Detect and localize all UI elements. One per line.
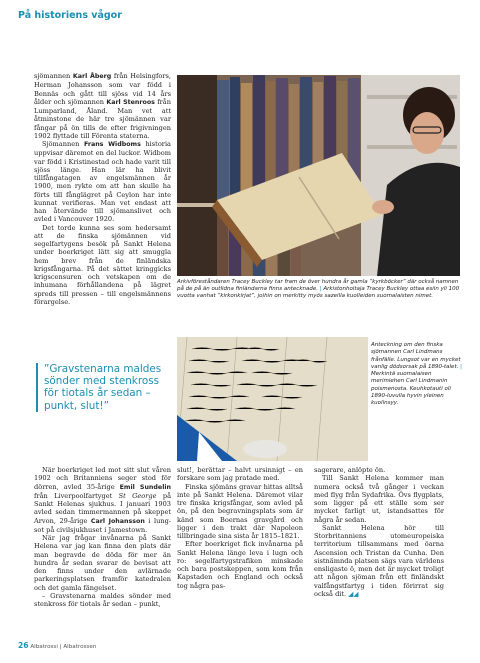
paragraph: [314, 524, 444, 598]
person-name: Karl Stenroos: [106, 98, 155, 106]
paragraph: Finska sjömäns gravar hittas alltså inte på Sankt Helena. Däremot vilar tre finska krigsfångar, som avled på ön, på den begravningsplats som är känd som Boernas gravgård och ligger i den trakt där Napoleon tillbringade sina sista år 1815–1821.: [177, 482, 303, 540]
caption-swedish: Anteckning om den finska sjömannen Carl Lindmans frånfälle. Lungsot var en mycket vanlig dödsorsak på 1890-talet.: [371, 342, 461, 370]
paragraph: Efter boerkriget fick invånarna på Sankt Helena länge leva i lugn och ro: segelfartygstrafiken minskade och bara postskeppen, som kom från Kapstaden och England och också tog några pas-: [177, 540, 303, 590]
section-title: På historiens vågor: [18, 10, 122, 21]
caption-separator: |: [460, 363, 462, 370]
column-1-top: [34, 72, 171, 306]
ledger-photo: [177, 337, 368, 461]
page-footer: [18, 641, 96, 650]
paragraph: – Gravstenarna maldes sönder med stenkross för tiotals år sedan – punkt,: [34, 591, 171, 608]
column-3: [314, 466, 444, 598]
paragraph: Det torde kunna ses som hedersamt att de finska sjömännen vid segelfartygens besök på Sankt Helena under boerkriget lätt sig att smuggla hem brev från de finländska krigsfångarna. På det sättet kringgicks krigscensuren och vetskapen om de inhumana förhållandena på lägret spreds till pressen – till engelsmännens förargelse.: [34, 223, 171, 306]
paragraph: sagerare, anlöpte ön.: [314, 466, 386, 474]
column-1-bottom: [34, 466, 171, 608]
caption-finnish: Arkistonhoitaja Tracey Buckley ottaa esiin yli 100 vuotta vanhat ”kirkonkirjat”, joihin on merkitty myös sazeilla kuolleiden suomalaisten nimet.: [177, 286, 460, 300]
photo-caption-1: [177, 279, 460, 301]
pull-quote: ”Gravstenarna maldes sönder med stenkross för tiotals år sedan – punkt, slut!”: [36, 363, 174, 412]
caption-swedish: Arkivföreståndaren Tracey Buckley tar fram de över hundra år gamla ”kyrkböcker” där också namnen på de på än outlidna finländarna finns antecknade.: [177, 279, 459, 293]
caption-separator: |: [319, 286, 322, 293]
paragraph: Sjömannen Frans Widboms historia uppvisar däremot en del luckor. Widbom var född i Kristinestad och hade varit till sjöss länge. Han lär ha blivit tillfångatagen av engelsmännen år 1900, men rykte om att han skulle ha förts till fånglägret på Ceylon har inte kunnat verifieras. Man vet endast att han återvände till sjömanslivet och avled i Vancouver 1920.: [34, 140, 171, 224]
photo-caption-2: [371, 342, 463, 408]
paragraph: sjömannen Karl Åberg från Helsingfors, Herman Johansson som var född i Bennäs och gått till sjöss vid 14 års ålder och sjömannen Karl Stenroos från Lumparland, Åland. Man vet att åtminstone de här tre sjömännen var fångar på ön tills de efter frigivningen 1902 flyttade till Förenta staterna.: [34, 72, 171, 140]
paragraph: När jag frågar invånarna på Sankt Helena var jag kan finna den plats där man begravde de döda för mer än hundra år sedan svarar de bevisat att den finns under den avlärnade parkeringsplatsen framför katedralen och det gamla fängelset.: [34, 534, 171, 592]
paragraph: Till Sankt Helena kommer man numera också två gånger i veckan med flyg från Sydafrika. Övs flygplats, som ligger på ett ställe som ser mycket farligt ut, istandsattes för några år sedan.: [314, 474, 444, 524]
ship-name: St George: [118, 491, 157, 500]
person-name: Frans Widboms: [83, 141, 141, 148]
end-mark-icon: ◢◢: [348, 589, 359, 598]
person-name: Karl Åberg: [72, 73, 112, 80]
column-2: [177, 466, 303, 590]
person-name: Carl Johansson: [90, 517, 145, 525]
paragraph: slut!, berättar – halvt ursinnigt – en forskare som jag pratade med.: [177, 466, 303, 483]
caption-finnish: Merkintä suomalaisen merimiehen Carl Lindmanin poismenosta. Keuhkotauti oli 1890-luvulla hyvin yleinen kuolinsyy.: [371, 371, 451, 407]
page-number: 26: [18, 641, 29, 650]
person-name: Emil Sundelin: [119, 483, 171, 491]
paragraph: När boerkriget led mot sitt slut våren 1902 och Britanniens seger stod för dörren, avled 35-årige Emil Sundelin från Liverpoolfartyget St George på Sankt Helenas sjukhus. I januari 1903 avled sedan timmermannen på skeppet Arvon, 29-årige Carl Johansson i lungsot på civilsjukhuset i Jamestown.: [34, 466, 172, 534]
archive-photo: [177, 75, 460, 276]
paragraph-text: Sankt Helena hör till Storbritanniens utomeuropeiska territorium tillsammans med öarna Ascension och Tristan da Cunha. Den sistnämnda platsen sägs vara världens ensligaste ö, men det är mycket troligt att någon sjöman från ett finländskt valfångstfartyg i tiden förirrat sig också dit.: [314, 523, 444, 598]
magazine-name: Albatrossi | Albatrossen: [30, 644, 97, 650]
